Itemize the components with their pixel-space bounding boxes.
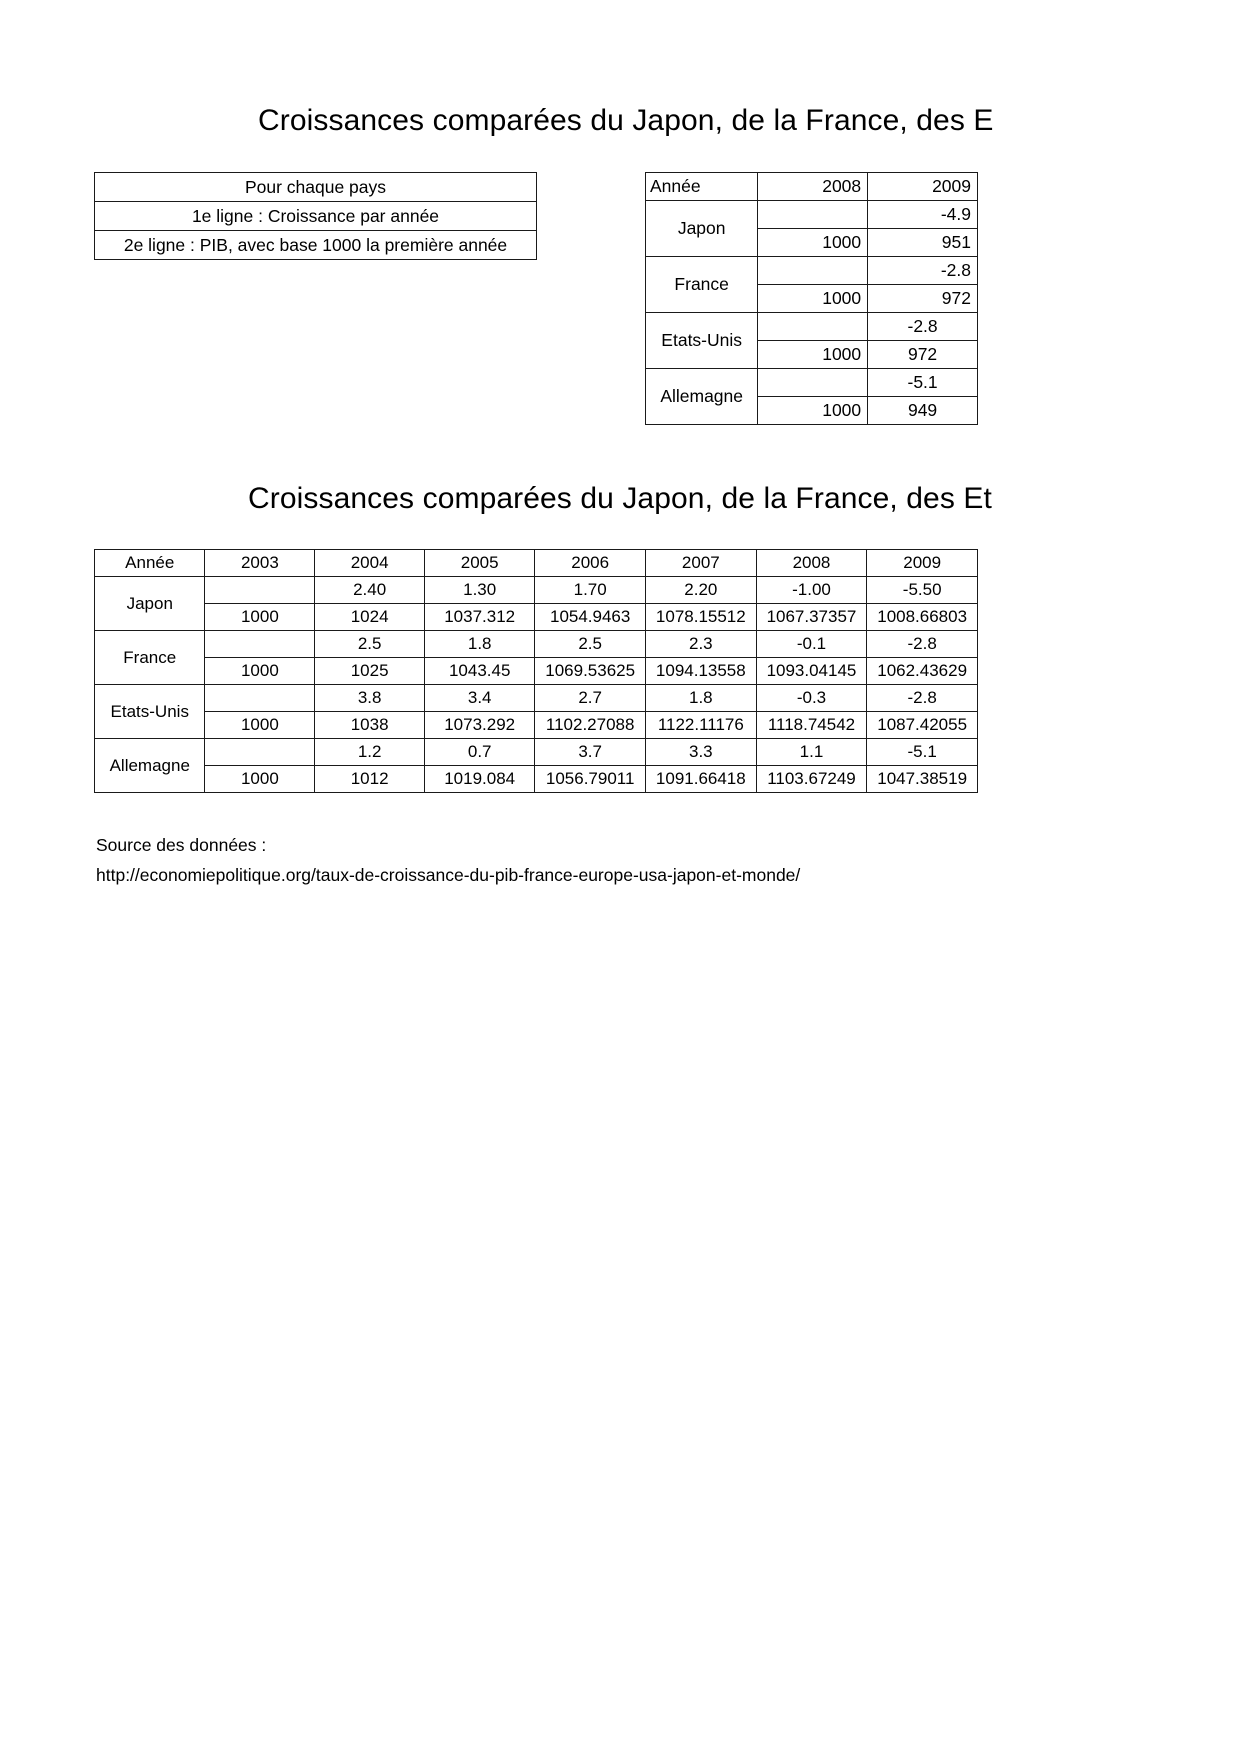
summary-growth-2008-france (758, 257, 868, 285)
summary-pib-2008-france: 1000 (758, 285, 868, 313)
main-table (94, 549, 978, 793)
main-header-2005: 2005 (425, 550, 535, 577)
main-growth-france-2006: 2.5 (535, 631, 646, 658)
main-pib-france-2003: 1000 (205, 658, 315, 685)
legend-header-cell: Pour chaque pays (95, 173, 537, 202)
table-row (95, 231, 537, 260)
table-row (95, 739, 978, 766)
table-row (646, 257, 978, 285)
main-growth-etats-unis-2008: -0.3 (756, 685, 867, 712)
summary-pib-2008-allemagne: 1000 (758, 397, 868, 425)
main-country-france: France (95, 631, 205, 685)
summary-growth-2009-france: -2.8 (868, 257, 978, 285)
summary-country-allemagne: Allemagne (646, 369, 758, 425)
main-pib-allemagne-2006: 1056.79011 (535, 766, 646, 793)
legend-line1-cell: 1e ligne : Croissance par année (95, 202, 537, 231)
main-header-2008: 2008 (756, 550, 867, 577)
main-pib-allemagne-2004: 1012 (315, 766, 425, 793)
main-pib-japon-2003: 1000 (205, 604, 315, 631)
table-header-row (95, 550, 978, 577)
page-title-first: Croissances comparées du Japon, de la France, des E (258, 104, 994, 137)
summary-country-france: France (646, 257, 758, 313)
main-growth-japon-2006: 1.70 (535, 577, 646, 604)
main-header-2009: 2009 (867, 550, 978, 577)
summary-growth-2009-allemagne: -5.1 (868, 369, 978, 397)
main-pib-japon-2004: 1024 (315, 604, 425, 631)
page-title-second: Croissances comparées du Japon, de la France, des Et (248, 482, 992, 515)
main-growth-japon-2009: -5.50 (867, 577, 978, 604)
source-block (96, 830, 800, 890)
table-row (95, 604, 978, 631)
table-row (646, 313, 978, 341)
summary-pib-2009-japon: 951 (868, 229, 978, 257)
summary-pib-2008-etats-unis: 1000 (758, 341, 868, 369)
main-growth-allemagne-2005: 0.7 (425, 739, 535, 766)
main-pib-france-2006: 1069.53625 (535, 658, 646, 685)
summary-pib-2009-france: 972 (868, 285, 978, 313)
main-pib-etats-unis-2004: 1038 (315, 712, 425, 739)
main-pib-etats-unis-2005: 1073.292 (425, 712, 535, 739)
table-row (95, 577, 978, 604)
legend-box (94, 172, 537, 260)
source-label: Source des données : (96, 835, 267, 855)
main-pib-allemagne-2007: 1091.66418 (646, 766, 757, 793)
main-pib-japon-2005: 1037.312 (425, 604, 535, 631)
main-pib-allemagne-2009: 1047.38519 (867, 766, 978, 793)
main-pib-france-2009: 1062.43629 (867, 658, 978, 685)
main-pib-etats-unis-2003: 1000 (205, 712, 315, 739)
main-pib-japon-2006: 1054.9463 (535, 604, 646, 631)
main-growth-japon-2007: 2.20 (646, 577, 757, 604)
summary-country-japon: Japon (646, 201, 758, 257)
main-growth-allemagne-2009: -5.1 (867, 739, 978, 766)
summary-pib-2008-japon: 1000 (758, 229, 868, 257)
main-pib-france-2007: 1094.13558 (646, 658, 757, 685)
summary-pib-2009-etats-unis: 972 (868, 341, 978, 369)
summary-pib-2009-allemagne: 949 (868, 397, 978, 425)
main-pib-france-2008: 1093.04145 (756, 658, 867, 685)
summary-growth-2008-etats-unis (758, 313, 868, 341)
main-header-2006: 2006 (535, 550, 646, 577)
main-pib-allemagne-2003: 1000 (205, 766, 315, 793)
summary-country-etats-unis: Etats-Unis (646, 313, 758, 369)
main-growth-etats-unis-2009: -2.8 (867, 685, 978, 712)
main-growth-france-2003 (205, 631, 315, 658)
main-country-japon: Japon (95, 577, 205, 631)
main-growth-allemagne-2004: 1.2 (315, 739, 425, 766)
main-growth-allemagne-2007: 3.3 (646, 739, 757, 766)
main-country-etats-unis: Etats-Unis (95, 685, 205, 739)
table-row (95, 685, 978, 712)
main-growth-japon-2008: -1.00 (756, 577, 867, 604)
main-country-allemagne: Allemagne (95, 739, 205, 793)
table-row (646, 369, 978, 397)
summary-growth-2008-japon (758, 201, 868, 229)
main-growth-france-2009: -2.8 (867, 631, 978, 658)
main-pib-japon-2008: 1067.37357 (756, 604, 867, 631)
main-header-2003: 2003 (205, 550, 315, 577)
main-header-2004: 2004 (315, 550, 425, 577)
main-growth-etats-unis-2007: 1.8 (646, 685, 757, 712)
main-header-label: Année (95, 550, 205, 577)
summary-header-2008: 2008 (758, 173, 868, 201)
main-growth-japon-2003 (205, 577, 315, 604)
main-pib-france-2005: 1043.45 (425, 658, 535, 685)
main-growth-allemagne-2008: 1.1 (756, 739, 867, 766)
main-growth-france-2007: 2.3 (646, 631, 757, 658)
table-row (95, 202, 537, 231)
main-growth-etats-unis-2003 (205, 685, 315, 712)
main-pib-japon-2007: 1078.15512 (646, 604, 757, 631)
table-header-row (646, 173, 978, 201)
main-pib-etats-unis-2007: 1122.11176 (646, 712, 757, 739)
main-growth-allemagne-2006: 3.7 (535, 739, 646, 766)
summary-table (645, 172, 978, 425)
main-growth-etats-unis-2005: 3.4 (425, 685, 535, 712)
main-growth-france-2008: -0.1 (756, 631, 867, 658)
main-pib-allemagne-2008: 1103.67249 (756, 766, 867, 793)
main-header-2007: 2007 (646, 550, 757, 577)
main-pib-etats-unis-2008: 1118.74542 (756, 712, 867, 739)
main-pib-france-2004: 1025 (315, 658, 425, 685)
table-row (95, 766, 978, 793)
main-growth-etats-unis-2006: 2.7 (535, 685, 646, 712)
table-row (646, 201, 978, 229)
table-row (95, 658, 978, 685)
main-growth-france-2005: 1.8 (425, 631, 535, 658)
table-row (95, 712, 978, 739)
table-row (95, 631, 978, 658)
source-url[interactable]: http://economiepolitique.org/taux-de-croissance-du-pib-france-europe-usa-japon-et-monde/ (96, 865, 801, 885)
summary-growth-2009-etats-unis: -2.8 (868, 313, 978, 341)
table-row (95, 173, 537, 202)
legend-table (94, 172, 537, 260)
main-growth-japon-2004: 2.40 (315, 577, 425, 604)
summary-table-container (645, 172, 978, 425)
main-growth-etats-unis-2004: 3.8 (315, 685, 425, 712)
main-table-container (94, 549, 978, 793)
summary-header-2009: 2009 (868, 173, 978, 201)
main-pib-allemagne-2005: 1019.084 (425, 766, 535, 793)
main-growth-allemagne-2003 (205, 739, 315, 766)
legend-line2-cell: 2e ligne : PIB, avec base 1000 la première année (95, 231, 537, 260)
summary-header-label: Année (646, 173, 758, 201)
main-growth-japon-2005: 1.30 (425, 577, 535, 604)
main-growth-france-2004: 2.5 (315, 631, 425, 658)
main-pib-etats-unis-2006: 1102.27088 (535, 712, 646, 739)
summary-growth-2009-japon: -4.9 (868, 201, 978, 229)
main-pib-japon-2009: 1008.66803 (867, 604, 978, 631)
summary-growth-2008-allemagne (758, 369, 868, 397)
main-pib-etats-unis-2009: 1087.42055 (867, 712, 978, 739)
